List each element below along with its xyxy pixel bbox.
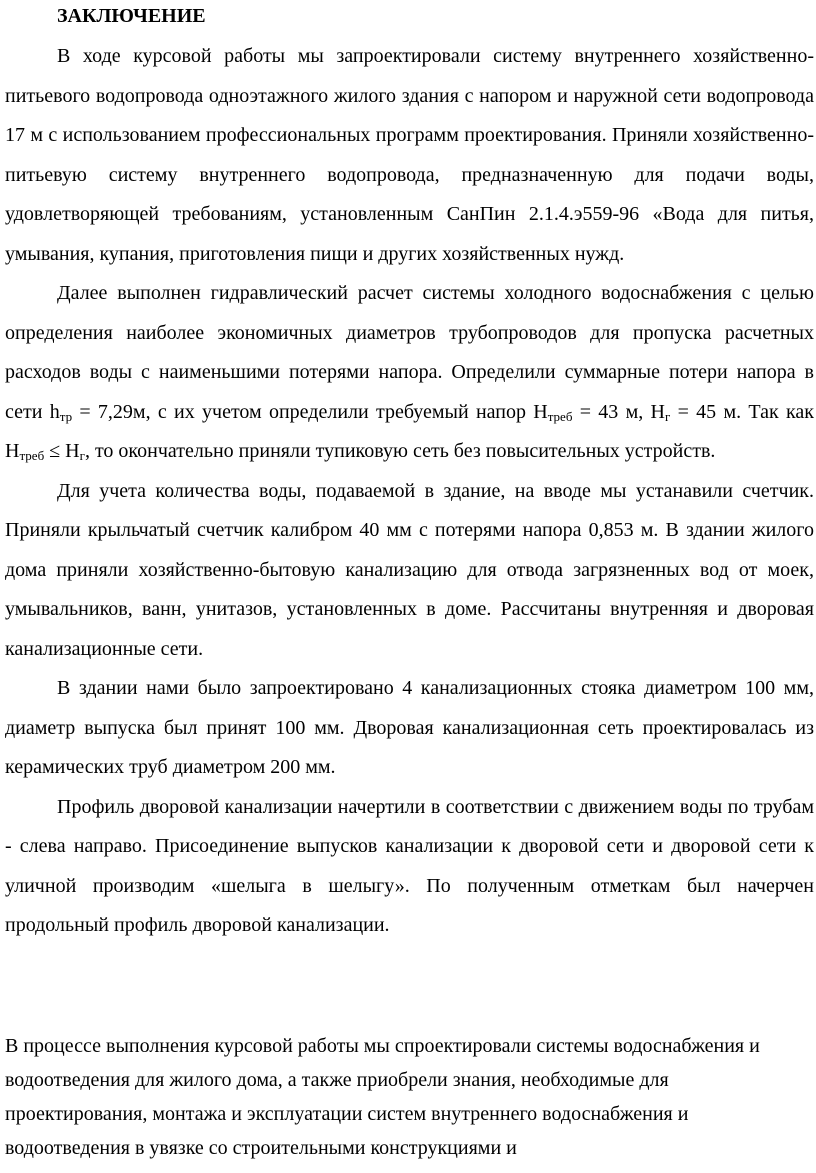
text-run: = 7,29м, с их учетом определили требуемый напор Н xyxy=(72,400,548,423)
subscript: треб xyxy=(547,408,573,424)
paragraph-water-meter: Для учета количества воды, подаваемой в здание, на вводе мы устанавили счетчик. Приняли крыльчатый счетчик калибром 40 мм с потерями напора 0,853 м. В здании жилого дома приняли хозяйственно-бытовую канализацию для отвода загрязненных вод от моек, умывальников, ванн, унитазов, установленных в доме. Рассчитаны внутренняя и дворовая канализационные сети. xyxy=(5,479,814,660)
text-run: Далее выполнен гидравлический расчет системы холодного водоснабжения с целью определения наиболее экономичных диаметров трубопроводов для пропуска расчетных расходов воды с наименьшими потерями напора. Определили суммарные потери напора в сети h xyxy=(5,282,814,423)
subscript: треб xyxy=(19,448,45,463)
subscript: г xyxy=(79,448,85,463)
text-run: = 45 м. Так как Н xyxy=(5,400,814,462)
main-text xyxy=(5,37,814,946)
paragraph-hydraulic-calc xyxy=(5,274,814,472)
paragraph-conclusion: В процессе выполнения курсовой работы мы спроектировали системы водоснабжения и водоотведения для жилого дома, а также приобрели знания, необходимые для проектирования, монтажа и эксплуатации систем внутреннего водоснабжения и водоотведения в увязке со строительными конструкциями и xyxy=(5,1035,760,1159)
paragraph-course-work: В ходе курсовой работы мы запроектировали систему внутреннего хозяйственно-питьевого водопровода одноэтажного жилого здания с напором и наружной сети водопровода 17 м с использованием профессиональных программ проектирования. Приняли хозяйственно-питьевую систему внутреннего водопровода, предназначенную для подачи воды, удовлетворяющей требованиям, установленным СанПин 2.1.4.э559-96 «Вода для питья, умывания, купания, приготовления пищи и других хозяйственных нужд. xyxy=(5,45,814,265)
closing-text xyxy=(5,1029,805,1165)
text-run: ≤ Н xyxy=(44,440,80,462)
subscript: г xyxy=(664,408,671,424)
text-run: , то окончательно приняли тупиковую сеть без повысительных устройств. xyxy=(84,440,716,462)
section-heading: ЗАКЛЮЧЕНИЕ xyxy=(57,5,206,27)
paragraph-sewer-profile: Профиль дворовой канализации начертили в соответствии с движением воды по трубам - слева направо. Присоединение выпусков канализации к дворовой сети и дворовой сети к уличной производим «шелыга в шелыгу». По полученным отметкам был начерчен продольный профиль дворовой канализации. xyxy=(5,795,814,936)
text-run: = 43 м, Н xyxy=(572,400,665,423)
paragraph-sewer-risers: В здании нами было запроектировано 4 канализационных стояка диаметром 100 мм, диаметр выпуска был принят 100 мм. Дворовая канализационная сеть проектировалась из керамических труб диаметром 200 мм. xyxy=(5,677,814,778)
subscript: тр xyxy=(59,408,73,424)
